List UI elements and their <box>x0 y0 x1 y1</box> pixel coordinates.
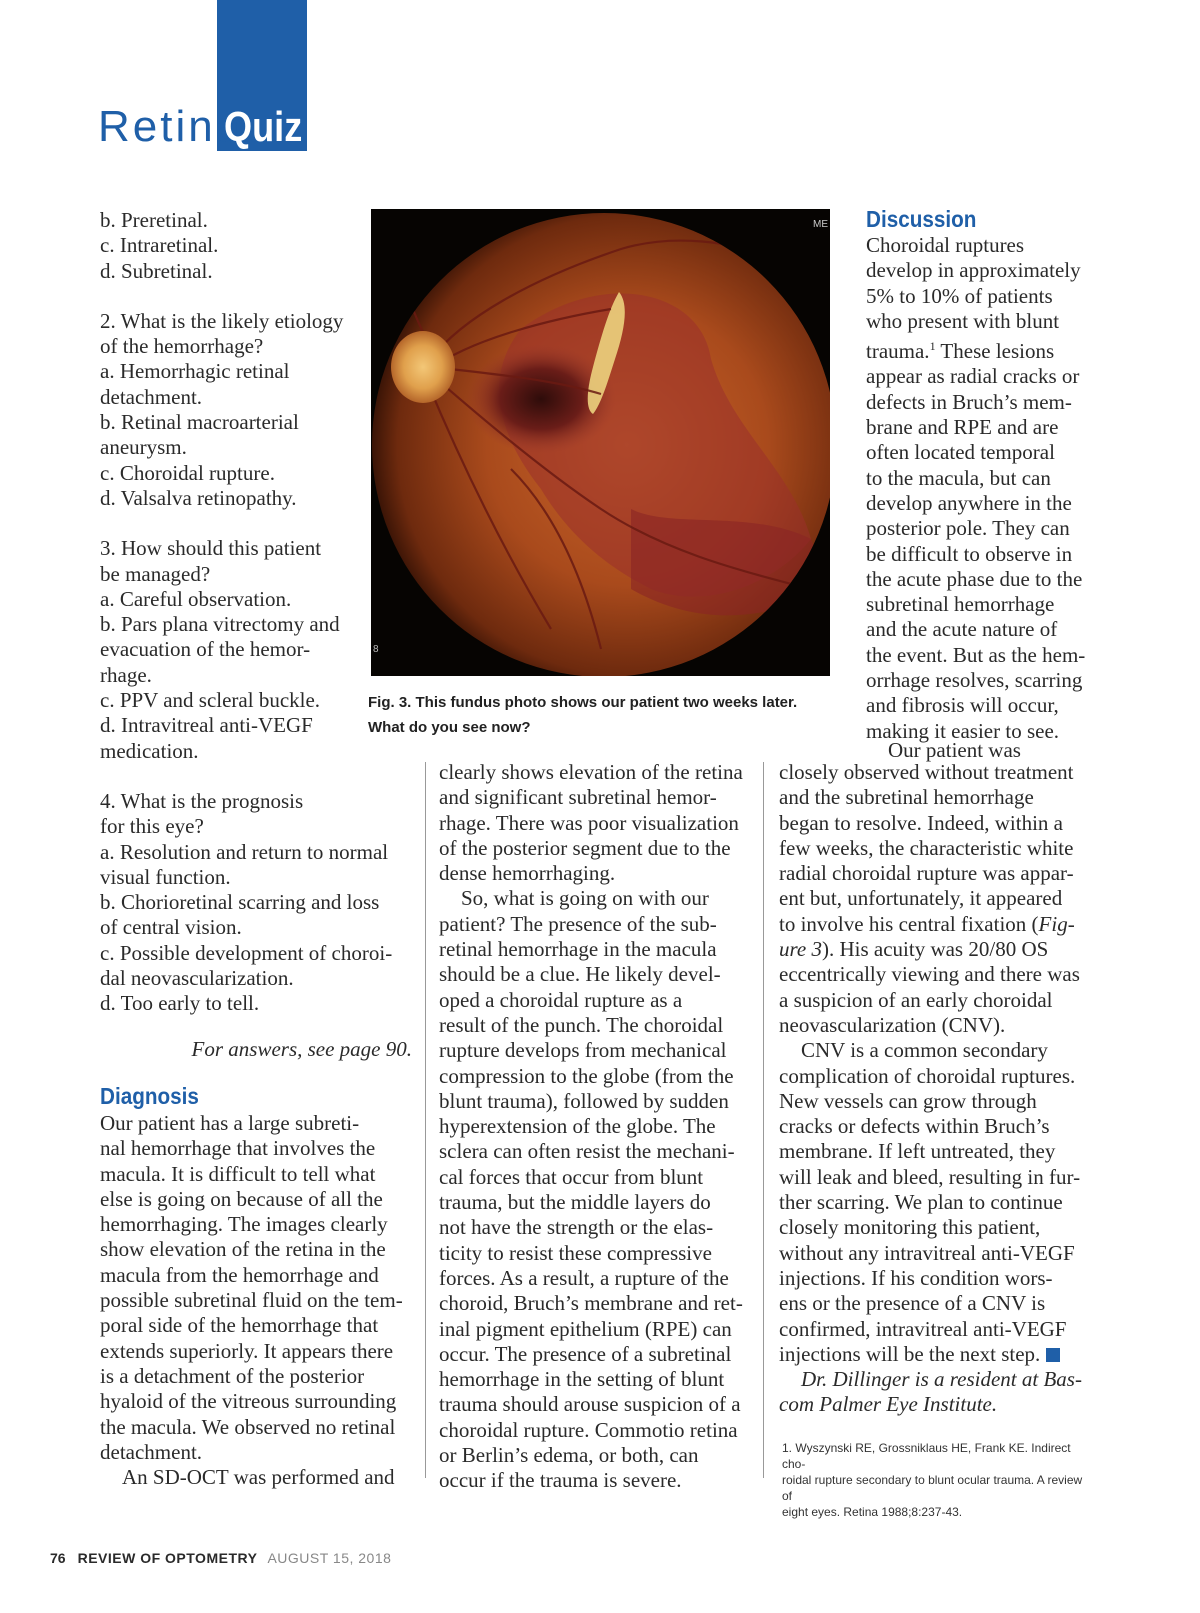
figure-corner-mark: ME <box>813 219 828 230</box>
text-line: a. Hemorrhagic retinal <box>100 359 290 384</box>
footnote <box>782 1440 1092 1520</box>
optic-disc <box>391 331 455 403</box>
text-line: d. Subretinal. <box>100 258 213 283</box>
text-line: occur if the trauma is severe. <box>439 1468 682 1493</box>
answers-reference: For answers, see page 90. <box>191 1037 412 1061</box>
text-line: occur. The presence of a subretinal <box>439 1341 732 1366</box>
discussion-heading: Discussion <box>866 206 977 232</box>
text-line: retinal hemorrhage in the macula <box>439 937 717 962</box>
section-title-quiz: Quiz <box>224 103 303 150</box>
text-line: rhage. <box>100 662 152 687</box>
text-line: c. Choroidal rupture. <box>100 460 275 485</box>
diagnosis-paragraph <box>100 1111 420 1465</box>
text-line: making it easier to see. <box>866 718 1060 743</box>
text-line: hemorrhage in the setting of blunt <box>439 1367 725 1392</box>
text-line: and the acute nature of <box>866 617 1058 642</box>
text-line: injections. If his condition wors- <box>779 1265 1053 1290</box>
caption-line-1: Fig. 3. This fundus photo shows our patient two weeks later. <box>368 694 798 711</box>
text-line: develop in approximately <box>866 258 1081 283</box>
text-line: few weeks, the characteristic white <box>779 835 1074 860</box>
text-line: brane and RPE and are <box>866 415 1059 440</box>
text-line: macula from the hemorrhage and <box>100 1262 379 1287</box>
text-line: c. Intraretinal. <box>100 233 219 258</box>
outcome-lines-a <box>779 760 1099 912</box>
text-line: radial choroidal rupture was appar- <box>779 861 1074 886</box>
text-line: detachment. <box>100 384 203 409</box>
text-line: confirmed, intravitreal anti-VEGF <box>779 1316 1067 1341</box>
text-line: b. Chorioretinal scarring and loss <box>100 890 380 915</box>
text-line: c. Possible development of choroi- <box>100 940 393 965</box>
text-line: for this eye? <box>100 814 204 839</box>
fundus-image <box>371 209 830 676</box>
footnote-ref-mark: 1 <box>929 339 936 354</box>
page-footer <box>50 1550 391 1566</box>
section-title-retina: Retina <box>98 102 244 151</box>
text-line: inal pigment epithelium (RPE) can <box>439 1316 732 1341</box>
text-line: clearly shows elevation of the retina <box>439 760 743 784</box>
text-line: oped a choroidal rupture as a <box>439 987 683 1012</box>
text-line: of the hemorrhage? <box>100 334 264 359</box>
text-line: d. Valsalva retinopathy. <box>100 485 297 510</box>
text-line: appear as radial cracks or <box>866 364 1080 389</box>
text-line: poral side of the hemorrhage that <box>100 1313 379 1338</box>
text-line: began to resolve. Indeed, within a <box>779 810 1063 835</box>
text-line: hyaloid of the vitreous surrounding <box>100 1389 397 1414</box>
trauma-text: trauma. <box>866 339 930 364</box>
text-line: b. Pars plana vitrectomy and <box>100 612 340 637</box>
diagnosis-body <box>100 1111 420 1490</box>
text-line: and the subretinal hemorrhage <box>779 785 1034 810</box>
fixation-text: to involve his central fixation ( <box>779 911 1039 936</box>
text-line: 3. How should this patient <box>100 536 322 561</box>
text-line: often located temporal <box>866 440 1055 465</box>
text-line: aneurysm. <box>100 435 187 460</box>
middle-paragraph-1 <box>439 760 759 886</box>
text-line: will leak and bleed, resulting in fur- <box>779 1164 1081 1189</box>
text-line: dal neovascularization. <box>100 966 294 991</box>
trauma-tail: These lesions <box>935 339 1055 364</box>
discussion-body <box>866 233 1096 744</box>
author-bio-line-2: com Palmer Eye Institute. <box>779 1392 998 1417</box>
issue-date: AUGUST 15, 2018 <box>267 1550 392 1566</box>
text-line: show elevation of the retina in the <box>100 1237 386 1262</box>
text-line: 1. Wyszynski RE, Grossniklaus HE, Frank KE. Indirect cho- <box>782 1441 1071 1471</box>
text-line: cracks or defects within Bruch’s <box>779 1114 1050 1139</box>
discussion-lines-a <box>866 233 1096 334</box>
cnv-first-line: CNV is a common secondary <box>801 1038 1048 1063</box>
text-line: New vessels can grow through <box>779 1088 1037 1113</box>
text-line: trauma should arouse suspicion of a <box>439 1392 741 1417</box>
text-line: ent but, unfortunately, it appeared <box>779 886 1063 911</box>
text-line: a. Resolution and return to normal <box>100 839 389 864</box>
text-line: ther scarring. We plan to continue <box>779 1190 1063 1215</box>
text-line: cal forces that occur from blunt <box>439 1164 704 1189</box>
text-line: and significant subretinal hemor- <box>439 785 717 810</box>
text-line: of central vision. <box>100 915 242 940</box>
text-line: trauma, but the middle layers do <box>439 1190 711 1215</box>
text-line: without any intravitreal anti-VEGF <box>779 1240 1075 1265</box>
cnv-last-line <box>779 1342 1099 1367</box>
caption-line-2: What do you see now? <box>368 719 531 736</box>
text-line: a suspicion of an early choroidal <box>779 987 1053 1012</box>
text-line: 2. What is the likely etiology <box>100 308 344 333</box>
text-line: result of the punch. The choroidal <box>439 1012 724 1037</box>
text-line: the acute phase due to the <box>866 566 1083 591</box>
text-line: be difficult to observe in <box>866 541 1073 566</box>
middle-paragraph-2-first: So, what is going on with our <box>461 886 709 911</box>
text-line: ens or the presence of a CNV is <box>779 1291 1046 1316</box>
author-bio-line-1: Dr. Dillinger is a resident at Bas- <box>801 1367 1082 1392</box>
column-rule-1 <box>425 762 426 1478</box>
middle-paragraph-2 <box>439 912 759 1494</box>
figure-reference-cont: ure 3 <box>779 937 822 962</box>
text-line: nal hemorrhage that involves the <box>100 1136 376 1161</box>
text-line: eccentrically viewing and there was <box>779 962 1080 987</box>
page-number: 76 <box>50 1550 66 1566</box>
text-line: and fibrosis will occur, <box>866 693 1059 718</box>
cnv-lines <box>779 1064 1099 1342</box>
text-line: should be a clue. He likely devel- <box>439 962 721 987</box>
outcome-first-line: Our patient was <box>888 738 1021 762</box>
text-line: be managed? <box>100 561 211 586</box>
text-line: choroid, Bruch’s membrane and ret- <box>439 1291 743 1316</box>
text-line: Choroidal ruptures <box>866 233 1025 257</box>
text-line: closely observed without treatment <box>779 760 1074 784</box>
cnv-last-text: injections will be the next step. <box>779 1341 1041 1366</box>
text-line: Our patient has a large subreti- <box>100 1111 360 1135</box>
text-line: possible subretinal fluid on the tem- <box>100 1288 403 1313</box>
text-line: not have the strength or the elas- <box>439 1215 714 1240</box>
discussion-lines-b <box>866 364 1096 743</box>
text-line: or Berlin’s edema, or both, can <box>439 1443 699 1468</box>
text-line: to the macula, but can <box>866 465 1051 490</box>
acuity-line <box>779 937 1099 962</box>
diagnosis-heading: Diagnosis <box>100 1083 199 1109</box>
question-4 <box>100 789 420 1017</box>
text-line: ticity to resist these compressive <box>439 1240 712 1265</box>
text-line: macula. It is difficult to tell what <box>100 1161 376 1186</box>
text-line: develop anywhere in the <box>866 490 1072 515</box>
text-line: visual function. <box>100 864 231 889</box>
text-line: blunt trauma), followed by sudden <box>439 1088 729 1113</box>
text-line: sclera can often resist the mechani- <box>439 1139 735 1164</box>
discussion-trauma-line <box>866 334 1096 364</box>
figure-caption <box>368 690 838 740</box>
text-line: posterior pole. They can <box>866 516 1070 541</box>
figure-frame-number: 8 <box>373 644 379 655</box>
text-line: choroidal rupture. Commotio retina <box>439 1417 738 1442</box>
diagnosis-oct-line: An SD-OCT was performed and <box>122 1465 395 1490</box>
text-line: of the posterior segment due to the <box>439 835 731 860</box>
text-line: closely monitoring this patient, <box>779 1215 1041 1240</box>
text-line: membrane. If left untreated, they <box>779 1139 1056 1164</box>
acuity-text: ). His acuity was 20/80 OS <box>821 937 1049 962</box>
text-line: patient? The presence of the sub- <box>439 911 717 936</box>
text-line: 5% to 10% of patients <box>866 283 1053 308</box>
right-column-lower <box>779 760 1099 1418</box>
end-of-article-icon <box>1046 1348 1060 1362</box>
text-line: d. Too early to tell. <box>100 991 260 1016</box>
text-line: hemorrhaging. The images clearly <box>100 1212 388 1237</box>
text-line: neovascularization (CNV). <box>779 1012 1006 1037</box>
text-line: rhage. There was poor visualization <box>439 810 739 835</box>
text-line: b. Retinal macroarterial <box>100 410 299 435</box>
text-line: hyperextension of the globe. The <box>439 1114 716 1139</box>
fundus-photo <box>371 209 830 676</box>
middle-column <box>439 760 759 1494</box>
text-line: detachment. <box>100 1439 203 1464</box>
text-line: forces. As a result, a rupture of the <box>439 1265 729 1290</box>
text-line: the event. But as the hem- <box>866 642 1086 667</box>
text-line: rupture develops from mechanical <box>439 1038 727 1063</box>
text-line: else is going on because of all the <box>100 1186 383 1211</box>
text-line: the macula. We observed no retinal <box>100 1414 396 1439</box>
text-line: evacuation of the hemor- <box>100 637 311 662</box>
outcome-lines-b <box>779 962 1099 1038</box>
text-line: c. PPV and scleral buckle. <box>100 688 321 713</box>
text-line: is a detachment of the posterior <box>100 1363 365 1388</box>
text-line: subretinal hemorrhage <box>866 592 1055 617</box>
text-line: defects in Bruch’s mem- <box>866 389 1072 414</box>
text-line: complication of choroidal ruptures. <box>779 1063 1076 1088</box>
column-rule-2 <box>763 762 764 1478</box>
text-line: b. Preretinal. <box>100 208 208 232</box>
text-line: who present with blunt <box>866 308 1060 333</box>
text-line: orrhage resolves, scarring <box>866 668 1083 693</box>
text-line: compression to the globe (from the <box>439 1063 734 1088</box>
text-line: medication. <box>100 738 199 763</box>
text-line: extends superiorly. It appears there <box>100 1338 394 1363</box>
text-line: roidal rupture secondary to blunt ocular trauma. A review of <box>782 1473 1083 1503</box>
fixation-line <box>779 912 1099 937</box>
text-line: a. Careful observation. <box>100 586 292 611</box>
text-line: dense hemorrhaging. <box>439 861 616 886</box>
text-line: eight eyes. Retina 1988;8:237-43. <box>782 1505 963 1519</box>
text-line: 4. What is the prognosis <box>100 788 304 813</box>
magazine-name: REVIEW OF OPTOMETRY <box>77 1550 258 1566</box>
figure-reference: Fig- <box>1038 911 1075 936</box>
text-line: d. Intravitreal anti-VEGF <box>100 713 313 738</box>
